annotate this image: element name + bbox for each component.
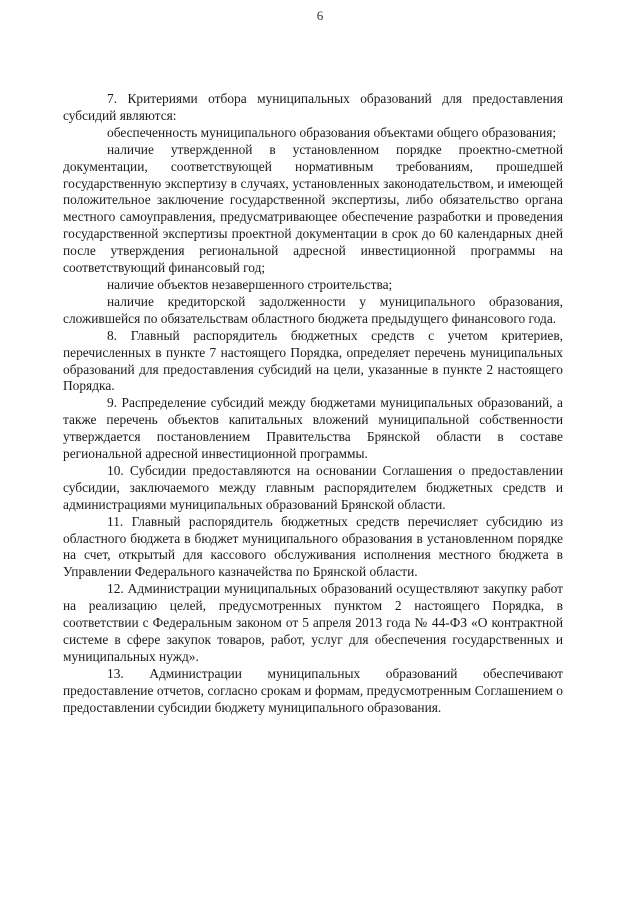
paragraph-10: 10. Субсидии предоставляются на основании Соглашения о предоставлении субсидии, заключаемого между главным распорядителем бюджетных средств и администрациями муниципальных образований Брянской области.: [63, 462, 563, 512]
criterion-school-provision: обеспеченность муниципального образования объектами общего образования;: [107, 124, 557, 140]
paragraph-13: 13. Администрации муниципальных образований обеспечивают предоставление отчетов, согласно срокам и формам, предусмотренным Соглашением о предоставлении субсидии бюджету муниципального образования.: [63, 665, 563, 715]
paragraph-12: 12. Администрации муниципальных образований осуществляют закупку работ на реализацию целей, предусмотренных пунктом 2 настоящего Порядка, в соответствии с Федеральным законом от 5 апреля 2013 года № 44-ФЗ «О контрактной системе в сфере закупок товаров, работ, услуг для обеспечения государственных и муниципальных нужд».: [63, 581, 563, 664]
page-number: 6: [316, 8, 324, 23]
paragraph-7-intro: 7. Критериями отбора муниципальных образований для предоставления субсидий являются:: [63, 91, 563, 123]
criterion-design-documentation: наличие утвержденной в установленном порядке проектно-сметной документации, соответствующей нормативным требованиям, прошедшей государственную экспертизу в случаях, установленных законодательством, и имеющей положительное заключение государственной экспертизы, либо обязательство органа местного самоуправления, предусматривающее обеспечение разработки и проведения государственной экспертизы проектной документации в срок до 60 календарных дней после утверждения региональной адресной инвестиционной программы на соответствующий финансовый год;: [63, 141, 563, 276]
paragraph-8: 8. Главный распорядитель бюджетных средств с учетом критериев, перечисленных в пункте 7 настоящего Порядка, определяет перечень муниципальных образований для предоставления субсидий на цели, указанные в пункте 2 настоящего Порядка.: [63, 327, 563, 394]
criterion-accounts-payable: наличие кредиторской задолженности у муниципального образования, сложившейся по обязательствам областного бюджета предыдущего финансового года.: [63, 293, 563, 326]
paragraph-9: 9. Распределение субсидий между бюджетами муниципальных образований, а также перечень объектов капитальных вложений муниципальной собственности утверждается постановлением Правительства Брянской области в составе региональной адресной инвестиционной программы.: [63, 395, 563, 462]
paragraph-11: 11. Главный распорядитель бюджетных средств перечисляет субсидию из областного бюджета в бюджет муниципального образования в установленном порядке на счет, открытый для кассового обслуживания исполнения местного бюджета в Управлении Федерального казначейства по Брянской области.: [63, 513, 563, 580]
document-body: [63, 91, 563, 717]
criterion-unfinished-construction: наличие объектов незавершенного строительства;: [107, 276, 393, 292]
